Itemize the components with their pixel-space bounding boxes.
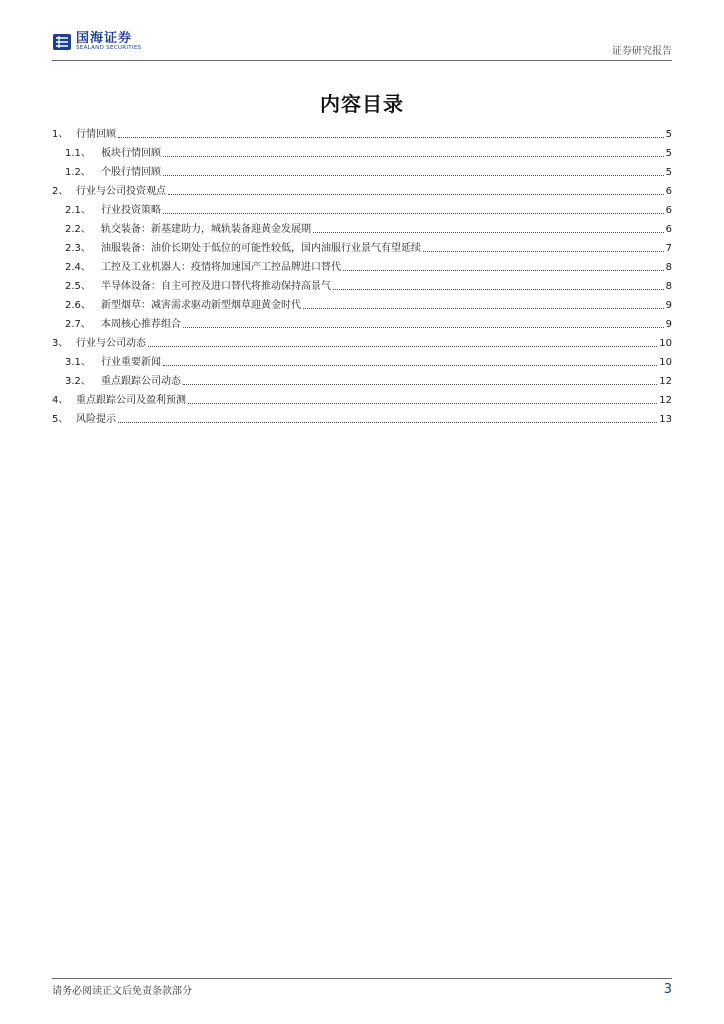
toc-entry[interactable] <box>52 198 672 217</box>
header-divider <box>52 60 672 61</box>
toc-entry-number: 2.3、 <box>65 243 91 254</box>
toc-dot-leader <box>163 213 664 214</box>
toc-entry-page: 10 <box>659 357 672 368</box>
toc-entry-page: 5 <box>665 167 672 178</box>
toc-dot-leader <box>343 270 664 271</box>
toc-entry-number: 3.1、 <box>65 357 91 368</box>
toc-dot-leader <box>163 156 664 157</box>
toc-entry-number: 1.1、 <box>65 148 91 159</box>
toc-entry-page: 8 <box>665 281 672 292</box>
table-of-contents <box>52 122 672 426</box>
toc-dot-leader <box>148 346 657 347</box>
toc-entry-title: 新型烟草：减害需求驱动新型烟草迎黄金时代 <box>101 300 301 311</box>
sealand-logo-icon <box>52 32 72 52</box>
toc-entry-number: 3、 <box>52 338 69 349</box>
toc-entry-number: 2、 <box>52 186 69 197</box>
toc-entry[interactable] <box>52 369 672 388</box>
toc-entry[interactable] <box>52 141 672 160</box>
toc-dot-leader <box>163 175 664 176</box>
toc-entry-page: 5 <box>665 129 672 140</box>
toc-entry-page: 5 <box>665 148 672 159</box>
toc-dot-leader <box>313 232 664 233</box>
toc-entry[interactable] <box>52 407 672 426</box>
toc-entry[interactable] <box>52 255 672 274</box>
toc-entry[interactable] <box>52 388 672 407</box>
toc-entry-number: 2.4、 <box>65 262 91 273</box>
toc-entry-number: 3.2、 <box>65 376 91 387</box>
toc-entry-title: 半导体设备：自主可控及进口替代将推动保持高景气 <box>101 281 331 292</box>
toc-entry-number: 2.2、 <box>65 224 91 235</box>
toc-entry-title: 行业投资策略 <box>101 205 161 216</box>
toc-entry-page: 9 <box>665 300 672 311</box>
toc-entry[interactable] <box>52 236 672 255</box>
toc-dot-leader <box>183 327 664 328</box>
toc-entry-page: 13 <box>659 414 672 425</box>
page-number: 3 <box>663 982 672 997</box>
toc-entry-title: 油服装备：油价长期处于低位的可能性较低，国内油服行业景气有望延续 <box>101 243 421 254</box>
toc-entry[interactable] <box>52 179 672 198</box>
toc-entry-number: 4、 <box>52 395 69 406</box>
toc-entry-number: 1、 <box>52 129 69 140</box>
toc-entry[interactable] <box>52 160 672 179</box>
toc-entry[interactable] <box>52 217 672 236</box>
toc-entry-number: 2.1、 <box>65 205 91 216</box>
toc-entry-page: 7 <box>665 243 672 254</box>
toc-entry-number: 1.2、 <box>65 167 91 178</box>
toc-entry-title: 个股行情回顾 <box>101 167 161 178</box>
toc-entry-title: 重点跟踪公司动态 <box>101 376 181 387</box>
toc-entry-title: 本周核心推荐组合 <box>101 319 181 330</box>
toc-entry-page: 12 <box>659 376 672 387</box>
toc-entry[interactable] <box>52 331 672 350</box>
toc-entry[interactable] <box>52 350 672 369</box>
toc-entry[interactable] <box>52 312 672 331</box>
toc-entry[interactable] <box>52 293 672 312</box>
toc-entry-title: 行情回顾 <box>76 129 116 140</box>
page-header <box>52 32 672 58</box>
toc-entry-title: 板块行情回顾 <box>101 148 161 159</box>
toc-entry-page: 9 <box>665 319 672 330</box>
toc-entry[interactable] <box>52 274 672 293</box>
toc-entry-page: 8 <box>665 262 672 273</box>
toc-entry-number: 2.5、 <box>65 281 91 292</box>
toc-dot-leader <box>423 251 664 252</box>
toc-entry-number: 5、 <box>52 414 69 425</box>
toc-entry-title: 工控及工业机器人：疫情将加速国产工控品牌进口替代 <box>101 262 341 273</box>
toc-entry-page: 6 <box>665 224 672 235</box>
footer-divider <box>52 978 672 979</box>
toc-dot-leader <box>188 403 657 404</box>
page-title: 内容目录 <box>320 92 404 116</box>
toc-entry-page: 6 <box>665 186 672 197</box>
toc-entry-title: 重点跟踪公司及盈利预测 <box>76 395 186 406</box>
toc-entry-title: 风险提示 <box>76 414 116 425</box>
toc-entry-number: 2.7、 <box>65 319 91 330</box>
toc-entry-number: 2.6、 <box>65 300 91 311</box>
footer-disclaimer: 请务必阅读正文后免责条款部分 <box>52 986 192 997</box>
logo-chinese-name: 国海证券 <box>76 31 133 46</box>
toc-entry-title: 行业与公司动态 <box>76 338 146 349</box>
logo-english-name: SEALAND SECURITIES <box>76 45 142 51</box>
toc-entry-title: 行业重要新闻 <box>101 357 161 368</box>
toc-entry-title: 轨交装备：新基建助力，城轨装备迎黄金发展期 <box>101 224 311 235</box>
toc-dot-leader <box>163 365 657 366</box>
toc-dot-leader <box>303 308 664 309</box>
report-type-label: 证券研究报告 <box>612 46 672 57</box>
toc-dot-leader <box>333 289 664 290</box>
company-logo <box>52 32 141 52</box>
toc-dot-leader <box>118 422 657 423</box>
toc-dot-leader <box>118 137 664 138</box>
toc-entry[interactable] <box>52 122 672 141</box>
toc-entry-title: 行业与公司投资观点 <box>76 186 166 197</box>
toc-dot-leader <box>183 384 657 385</box>
toc-dot-leader <box>168 194 664 195</box>
toc-entry-page: 6 <box>665 205 672 216</box>
toc-entry-page: 10 <box>659 338 672 349</box>
toc-entry-page: 12 <box>659 395 672 406</box>
